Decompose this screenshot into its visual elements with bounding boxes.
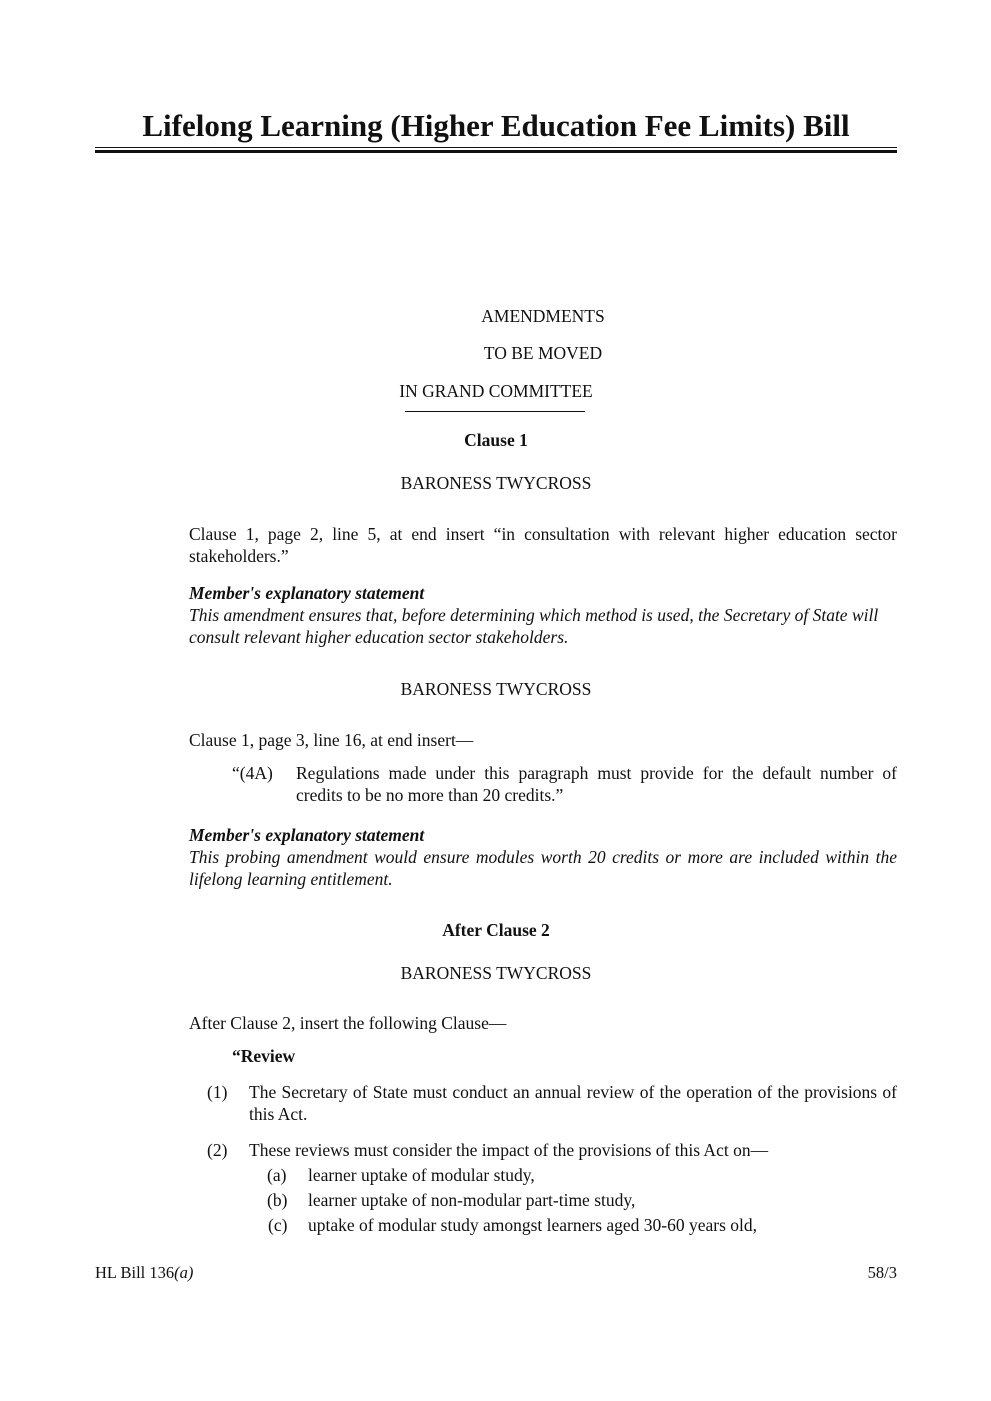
explanatory-statement: This probing amendment would ensure modules worth 20 credits or more are included within the lifelong learning entitlement. [189,847,897,889]
explanatory-statement: This amendment ensures that, before determining which method is used, the Secretary of State will consult relevant higher education sector stakeholders. [189,605,879,647]
bill-number-suffix: (a) [174,1263,194,1282]
heading-line: TO BE MOVED [483,343,603,363]
section-heading: After Clause 2 [442,920,550,940]
member-name: BARONESS TWYCROSS [400,473,592,493]
statement-label: Member's explanatory statement [189,825,425,845]
heading-line: AMENDMENTS [481,306,605,326]
new-clause-title: “Review [232,1046,296,1066]
title-rule [95,147,897,148]
subitem-text: uptake of modular study amongst learners aged 30-60 years old, [308,1215,758,1235]
item-number: (1) [207,1082,228,1102]
amendment-text: Clause 1, page 3, line 16, at end insert— [189,730,474,750]
amendment-text: Clause 1, page 2, line 5, at end insert “in consultation with relevant higher education sector stakeholders.” [189,524,897,566]
subitem-number: (b) [267,1190,288,1210]
item-text: The Secretary of State must conduct an annual review of the operation of the provisions of this Act. [249,1082,897,1124]
section-heading: Clause 1 [464,430,528,450]
member-name: BARONESS TWYCROSS [400,679,592,699]
subitem-number: (c) [268,1215,288,1235]
statement-label: Member's explanatory statement [189,583,425,603]
title-rule-thick [95,150,897,153]
heading-line: IN GRAND COMMITTEE [399,381,593,401]
page-reference: 58/3 [867,1263,897,1282]
bill-title: Lifelong Learning (Higher Education Fee Limits) Bill [142,108,850,143]
subitem-text: learner uptake of non-modular part-time study, [308,1190,636,1210]
subsection-text: Regulations made under this paragraph must provide for the default number of credits to be no more than 20 credits.” [296,763,897,805]
bill-number-text: HL Bill 136 [95,1263,175,1282]
subsection-number: “(4A) [232,763,273,783]
subitem-number: (a) [267,1165,287,1185]
amendment-text: After Clause 2, insert the following Clause— [189,1013,507,1033]
item-text: These reviews must consider the impact of the provisions of this Act on— [249,1140,769,1160]
member-name: BARONESS TWYCROSS [400,963,592,983]
heading-rule [405,411,585,412]
subitem-text: learner uptake of modular study, [308,1165,535,1185]
item-number: (2) [207,1140,228,1160]
bill-number [95,1262,193,1284]
